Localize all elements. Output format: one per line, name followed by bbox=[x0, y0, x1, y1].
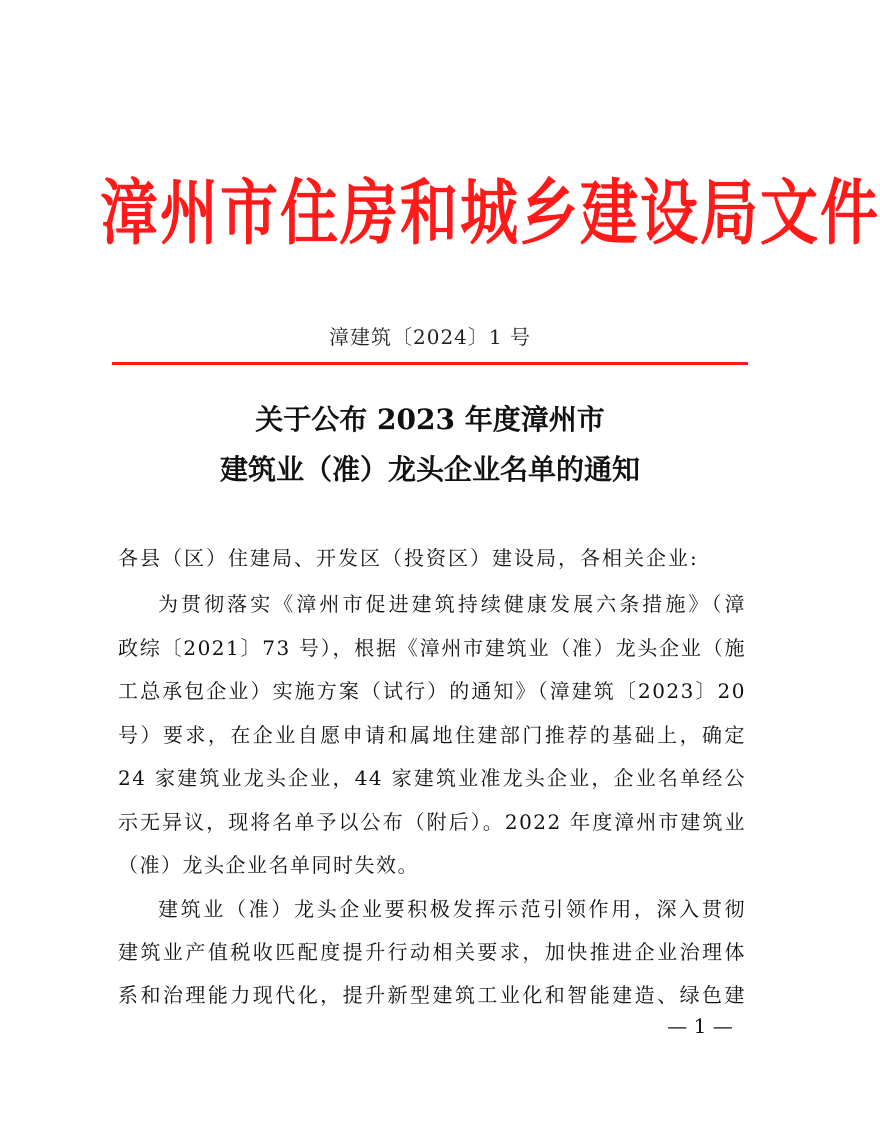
agency-header-title: 漳州市住房和城乡建设局文件 bbox=[100, 171, 880, 255]
paragraph-1-line: 号）要求，在企业自愿申请和属地住建部门推荐的基础上，确定 bbox=[118, 723, 746, 747]
paragraph-2-line: 系和治理能力现代化，提升新型建筑工业化和智能建造、绿色建 bbox=[118, 983, 746, 1007]
page-number: — 1 — bbox=[667, 1014, 733, 1038]
notice-title-line-1: 关于公布 2023 年度漳州市 bbox=[255, 403, 605, 436]
paragraph-1-line: 为贯彻落实《漳州市促进建筑持续健康发展六条措施》（漳 bbox=[158, 592, 746, 616]
notice-title-line-2: 建筑业（准）龙头企业名单的通知 bbox=[219, 453, 640, 486]
paragraph-1-line: 示无异议，现将名单予以公布（附后）。2022 年度漳州市建筑业 bbox=[118, 810, 746, 834]
red-divider-line bbox=[112, 362, 748, 365]
paragraph-1-line: 24 家建筑业龙头企业，44 家建筑业准龙头企业，企业名单经公 bbox=[118, 766, 746, 790]
paragraph-1-line: 工总承包企业）实施方案（试行）的通知》（漳建筑〔2023〕20 bbox=[118, 679, 746, 703]
paragraph-1-line: 政综〔2021〕73 号），根据《漳州市建筑业（准）龙头企业（施 bbox=[118, 636, 746, 660]
paragraph-2-line: 建筑业产值税收匹配度提升行动相关要求，加快推进企业治理体 bbox=[118, 940, 746, 964]
document-number: 漳建筑〔2024〕1 号 bbox=[329, 325, 531, 349]
salutation: 各县（区）住建局、开发区（投资区）建设局，各相关企业: bbox=[118, 546, 699, 570]
paragraph-1-line: （准）龙头企业名单同时失效。 bbox=[118, 853, 419, 877]
paragraph-2-line: 建筑业（准）龙头企业要积极发挥示范引领作用，深入贯彻 bbox=[158, 897, 746, 921]
